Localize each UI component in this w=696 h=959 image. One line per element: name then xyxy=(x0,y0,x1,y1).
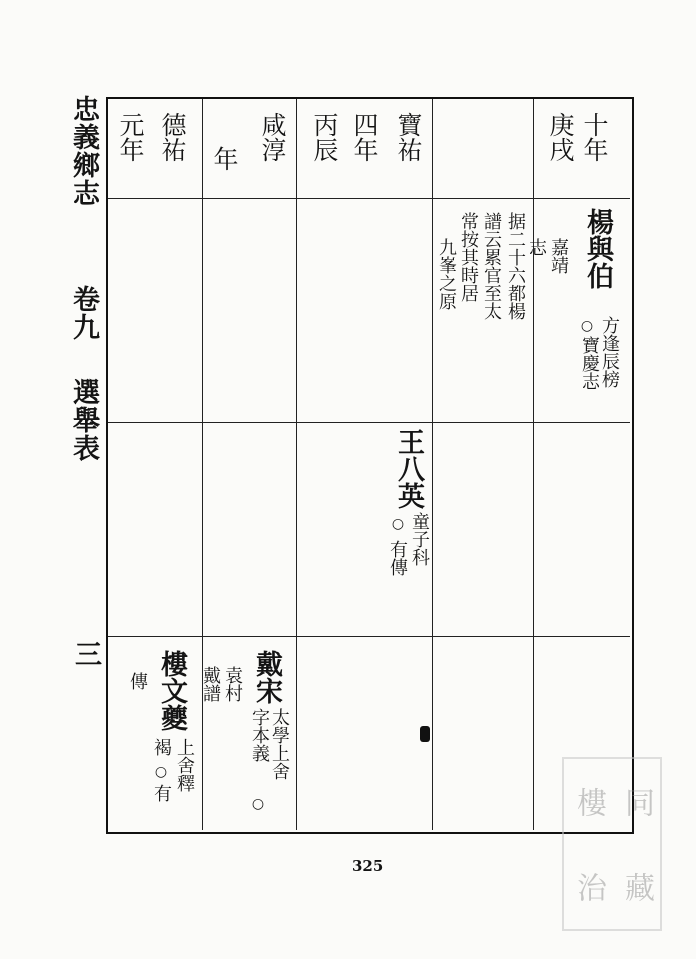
row-rule-3 xyxy=(108,636,630,637)
volume-label: 卷九 xyxy=(68,285,99,341)
entry-dai-name: 戴宋 xyxy=(251,650,282,704)
era-label-baoyou: 寶祐 xyxy=(394,112,423,162)
era-label-xianchun: 咸淳 xyxy=(258,112,287,162)
entry-lou-note-c: 有 xyxy=(151,784,172,802)
entry-yang-mark: ○ xyxy=(579,318,595,334)
entry-yang-note-b: 寶慶志 xyxy=(579,336,600,390)
entry-dai-note-b: 字本義 xyxy=(249,708,270,762)
col-rule-2 xyxy=(296,99,297,830)
entry-dai-note-a: 太學上舍 xyxy=(269,708,290,780)
entry-yang-note-a: 方逢辰榜 xyxy=(599,316,620,388)
col-rule-1 xyxy=(202,99,203,830)
seal-char-1: 樓 xyxy=(571,786,606,817)
seal-char-4: 藏 xyxy=(619,871,654,902)
book-title: 忠義鄉志 xyxy=(68,95,99,207)
entry-yang-line-2: 志 xyxy=(526,238,547,256)
year-count-yuannian: 元年 xyxy=(116,112,145,162)
entry-yang-line-1: 嘉靖 xyxy=(548,238,569,274)
seal-char-2: 同 xyxy=(619,786,654,817)
col-rule-3 xyxy=(432,99,433,830)
era-label-shinian: 十年 xyxy=(580,112,609,162)
entry-wang-note-a: 童子科 xyxy=(409,512,430,566)
row-rule-1 xyxy=(108,198,630,199)
seal-char-3: 治 xyxy=(571,871,606,902)
cyclical-label-gengxu: 庚戌 xyxy=(546,112,575,162)
entry-yang-line-5: 常按其時居 xyxy=(458,212,479,302)
entry-dai-note-c: 袁村 xyxy=(222,666,243,702)
era-label-deyou: 德祐 xyxy=(158,112,187,162)
entry-wang-mark: ○ xyxy=(390,516,406,532)
year-count-nian: 年 xyxy=(210,146,239,171)
entry-dai-note-d: 戴譜 xyxy=(200,666,221,702)
year-count-sinian: 四年 xyxy=(350,112,379,162)
row-rule-2 xyxy=(108,422,630,423)
leaf-number: 三 xyxy=(70,640,101,668)
entry-wang-name: 王八英 xyxy=(393,428,424,509)
cyclical-label-bingchen: 丙辰 xyxy=(310,112,339,162)
entry-lou-note-d: 傳 xyxy=(127,672,148,690)
entry-yang-line-6: 九峯之原 xyxy=(436,238,457,310)
entry-yang-line-4: 譜云累官至太 xyxy=(481,212,502,320)
ink-blot xyxy=(420,726,430,742)
library-seal xyxy=(562,757,662,931)
entry-yang-line-3: 据二十六都楊 xyxy=(505,212,526,320)
col-rule-4 xyxy=(533,99,534,830)
entry-lou-note-a: 上舍釋 xyxy=(174,738,195,792)
page-number: 325 xyxy=(352,857,384,875)
entry-wang-note-b: 有傳 xyxy=(387,540,408,576)
entry-yang-name: 楊與伯 xyxy=(582,208,613,289)
section-label: 選舉表 xyxy=(68,378,99,462)
entry-lou-note-b: 褐 xyxy=(151,738,172,756)
entry-dai-mark: ○ xyxy=(250,796,266,812)
entry-lou-mark: ○ xyxy=(153,764,169,780)
entry-lou-name: 樓文夔 xyxy=(156,650,187,731)
